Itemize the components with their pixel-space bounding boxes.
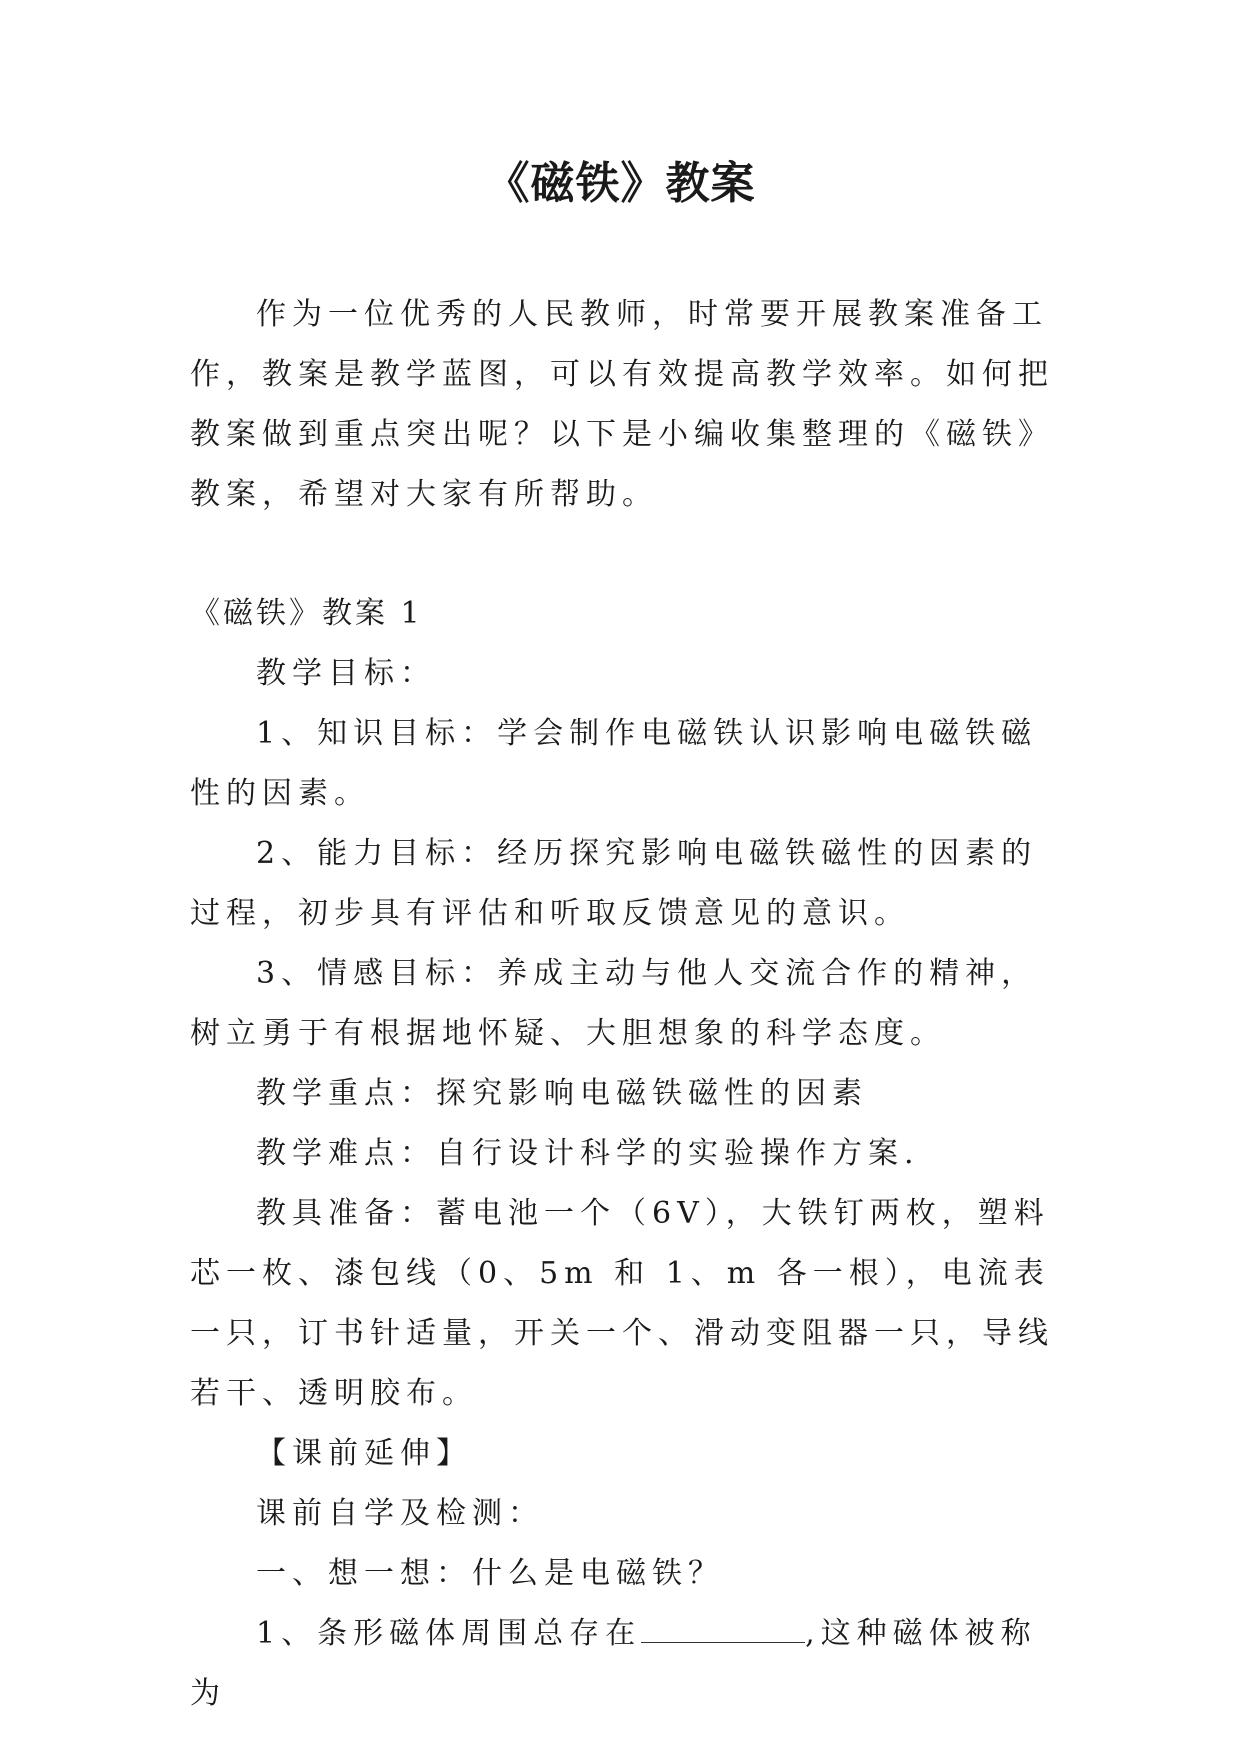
emotion-goal: 3、情感目标：养成主动与他人交流合作的精神，树立勇于有根据地怀疑、大胆想象的科学态度。 xyxy=(190,956,1038,1051)
fill-in-question-start: 1、条形磁体周围总存在 xyxy=(256,1616,642,1651)
teaching-goals-label: 教学目标： xyxy=(256,656,436,691)
teaching-materials: 教具准备：蓄电池一个（6V），大铁钉两枚，塑料芯一枚、漆包线（0、5m 和 1、m 各一根），电流表一只，订书针适量，开关一个、滑动变阻器一只，导线若干、透明胶布。 xyxy=(190,1196,1054,1411)
answer-blank[interactable] xyxy=(641,1616,805,1643)
pre-class-self-study: 课前自学及检测： xyxy=(256,1496,544,1531)
teaching-difficulty: 教学难点：自行设计科学的实验操作方案. xyxy=(256,1136,920,1171)
document-body xyxy=(190,285,1070,1724)
section-heading: 《磁铁》教案 1 xyxy=(190,596,423,631)
teaching-focus: 教学重点：探究影响电磁铁磁性的因素 xyxy=(256,1076,868,1111)
pre-class-extension: 【课前延伸】 xyxy=(256,1436,472,1471)
document-title: 《磁铁》教案 xyxy=(485,158,756,209)
intro-paragraph: 作为一位优秀的人民教师，时常要开展教案准备工作，教案是教学蓝图，可以有效提高教学效率。如何把教案做到重点突出呢？以下是小编收集整理的《磁铁》教案，希望对大家有所帮助。 xyxy=(190,297,1054,512)
ability-goal: 2、能力目标：经历探究影响电磁铁磁性的因素的过程，初步具有评估和听取反馈意见的意识。 xyxy=(190,836,1038,931)
think-question: 一、想一想：什么是电磁铁？ xyxy=(256,1556,724,1591)
knowledge-goal: 1、知识目标：学会制作电磁铁认识影响电磁铁磁性的因素。 xyxy=(190,716,1038,811)
fill-in-question-end: ,这种磁体被称为 xyxy=(190,1616,1037,1711)
fill-in-question xyxy=(190,1604,1070,1724)
